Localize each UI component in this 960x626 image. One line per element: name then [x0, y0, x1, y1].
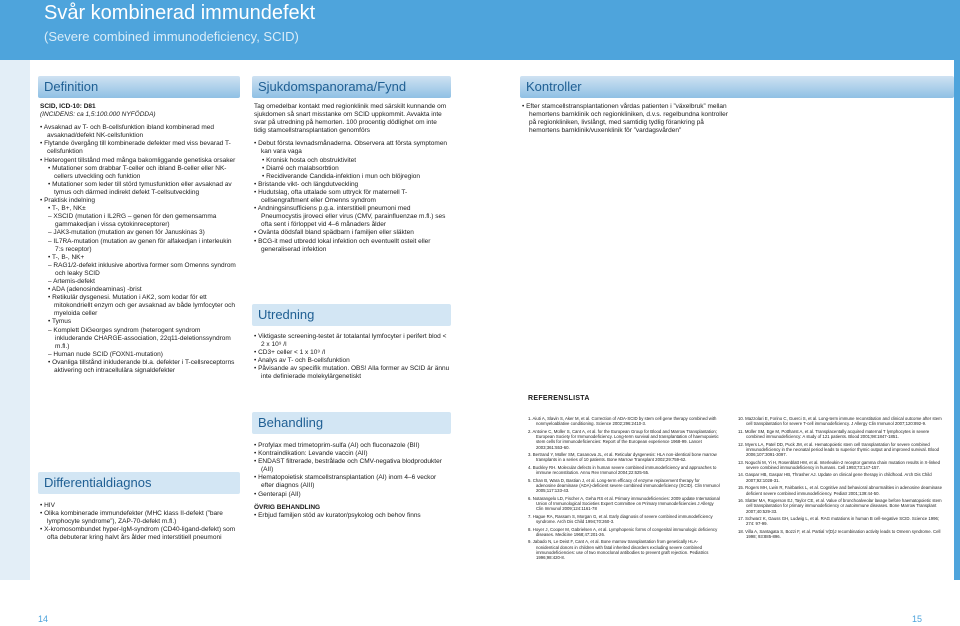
list-item: • Kontraindikation: Levande vaccin (AII): [254, 450, 450, 458]
list-item: • Debut första levnadsmånaderna. Observera att första symptomen kan vara vaga: [254, 140, 450, 156]
section-heading-definition: Definition: [38, 76, 240, 98]
list-item: • Tymus: [40, 318, 238, 326]
reference-item: 6. Notarangelo LD, Fischer A, Geha RS et al. Primary immunodeficiencies: 2009 update International Union of Immunological Societies Expert Committee on Primary Immunodeficiencies J Allergy Clin Immunol 2009;124:1161-78: [528, 495, 720, 512]
reference-item: 14. Gaspar HB, Gaspar HB, Thrasher AJ. Update on clinical gene therapy in childhood. Arch Dis Child 2007;92:1028-31.: [738, 472, 932, 483]
list-item: • X-kromosombundet hyper-IgM-syndrom (CD40-ligand-defekt) som ofta debuterar kring halvt års ålder med interstitiell pneumoni: [40, 526, 238, 542]
list-item: • Efter stamcellstransplantationen vårdas patienten i ”växelbruk” mellan hemortens barnklinik och regionkliniken, d.v.s. regelbundna kontroller på regionkliniken, livslångt, med samtidig tydlig förankring på hemortens barnklinik/vuxenklinik för ”vardagsvården”: [522, 103, 732, 135]
reference-item: 1. Aiuti A, Slavin S, Aker M, et al. Correction of ADA-SCID by stem cell gene therapy combined with nonmyeloablative conditioning. Science 2002;296:2410-3.: [528, 416, 717, 427]
reference-item: 10. Mazzolari E, Forino C, Guerci S, et al. Long-term immune reconstitution and clinical outcome after stem cell transplantation for severe T-cell immunodeficiency. J Allergy Clin Immunol 2007;120:892-9.: [738, 416, 942, 427]
list-item: • CD3+ celler < 1 x 10⁹ /l: [254, 349, 450, 357]
list-item: • Viktigaste screening-testet är totalantal lymfocyter i perifert blod < 2 x 10⁹ /l: [254, 333, 450, 349]
list-item: • Avsaknad av T- och B-cellsfunktion ibland kombinerad med avsaknad/defekt NK-cellsfunktion: [40, 124, 238, 140]
utredning-column: [254, 333, 450, 382]
list-item: • Erbjud familjen stöd av kurator/psykolog och behov finns: [254, 512, 450, 520]
section-heading-differentialdiagnos: Differentialdiagnos: [38, 472, 240, 494]
list-item: • Påvisande av specifik mutation. OBS! Alla former av SCID är ännu inte definierade molekylärgenetiskt: [254, 365, 450, 381]
reference-item: 7. Hague RA, Rassam S, Morgan G, et al. Early diagnosis of severe combined immunodeficiency syndrome. Arch Dis Child 1994;70:260-3.: [528, 513, 713, 525]
section-heading-sjukdomspanorama: Sjukdomspanorama/Fynd: [252, 76, 451, 98]
sjukdom-column: [254, 103, 450, 254]
references-right-column: [738, 416, 948, 542]
list-item: – Komplett DiGeorges syndrom (heterogent syndrom inkluderande CHARGE-association, 22q11-deletionssyndrom m.fl.): [40, 327, 238, 351]
kontroller-column: [522, 103, 732, 135]
definition-column: [40, 103, 238, 375]
reference-item: 11. Müller SM, Ege M, Pottharst A, et al. Transplacentally acquired maternal T lymphocytes in severe combined immunodeficiency: A study of 121 patients. Blood 2001;98:1847-1851.: [738, 428, 930, 440]
list-item: – RAG1/2-defekt inklusive abortiva former som Omenns syndrom och leaky SCID: [40, 262, 238, 278]
reference-item: 13. Noguchi M, Yi H, Rosenblatt HM, et al. Interleukin-2 receptor gamma chain mutation results in X-linked severe combined immunodeficiency in humans. Cell 1993;73:147-157.: [738, 459, 941, 470]
list-item: • Retikulär dysgenesi. Mutation i AK2, som kodar för ett mitokondriellt enzym och ger avsaknad av både lymfocyter och myeloida celler: [40, 294, 238, 318]
reference-item: 18. Villa A, Santagata S, Bozzi F, et al. Partial V(D)J recombination activity leads to Omenn syndrome. Cell 1998; 93:885-896.: [738, 528, 941, 540]
list-item: • Analys av T- och B-cellsfunktion: [254, 357, 450, 365]
differential-column: [40, 502, 238, 542]
behandling-column: [254, 442, 450, 520]
page-number-left: 14: [38, 614, 49, 624]
page-subtitle: (Severe combined immunodeficiency, SCID): [44, 29, 299, 44]
list-item: – Human nude SCID (FOXN1-mutation): [40, 351, 238, 359]
list-item: – XSCID (mutation i IL2RG – genen för den gemensamma gammakedjan i vissa cytokinreceptorer): [40, 213, 238, 229]
section-heading-behandling: Behandling: [252, 412, 451, 434]
list-item: • Hematopoietisk stamcellstransplantation (AI) inom 4–6 veckor efter diagnos (AIII): [254, 474, 450, 490]
list-item: • ENDAST filtrerade, bestrålade och CMV-negativa blodprodukter (AII): [254, 458, 450, 474]
list-item: – Artemis-defekt: [40, 278, 238, 286]
references-title: REFERENSLISTA: [528, 395, 590, 402]
list-item: • T-, B-, NK+: [40, 254, 238, 262]
title-banner: [0, 0, 960, 60]
reference-item: 4. Buckley RH. Molecular defects in human severe combined immunodeficiency and approaches to immune reconstitution. Annu Rev Immunol 2004;22:625-55.: [528, 464, 717, 476]
list-item: • Diarré och malabsorbtion: [254, 165, 450, 173]
reference-item: 2. Antoine C, Müller S, Cant A, et al. for the European Group for Blood and Marrow Transplantation; European Society for Immunodeficiency. Long-term survival and transplantation of haemopoietic stem cells for immunodeficiencies: Report of the European experience 1968-99. Lancet 2003;361:553-60.: [528, 428, 719, 450]
list-item: • T-, B+, NK±: [40, 205, 238, 213]
reference-item: 3. Bertrand Y, Müller SM, Casanova JL, et al. Reticular dysgenesis: HLA non-identical bone marrow transplants in a series of 10 patients. Bone Marrow Transplant 2002;29:759-62.: [528, 452, 717, 463]
reference-item: 12. Myers LA, Patel DD, Puck JM, et al. Hematopoietic stem cell transplantation for severe combined immunodeficiency in the neonatal period leads to superior thymic output and improved survival. Blood 2006;107:3091-3097.: [738, 441, 939, 458]
reference-item: 15. Rogers MH, Lwin R, Fairbanks L, et al. Cognitive and behavioral abnormalities in adenosine deaminase deficient severe combined immunodeficiency. Pediatr 2001;139:44-50.: [738, 485, 942, 496]
page-number-right: 15: [912, 614, 923, 624]
reference-item: 16. Slatter MA, Rogerson EJ, Taylor CE, et al. Value of bronchoalveolar lavage before haematopoietic stem cell transplantation for primary immunodeficiency or autoimmune diseases. Bone Marrow Transplant 2007;40:529-33.: [738, 497, 942, 514]
reference-item: 5. Chan B, Wara D, Bastian J, et al. Long-term efficacy of enzyme replacement therapy for adenosine deaminase (ADA)-deficient severe combined immunodeficiency (SCID). Clin Immunol 2005;117:133-43.: [528, 477, 720, 494]
right-margin-band: [954, 60, 960, 580]
list-item: • Mutationer som leder till störd tymusfunktion eller avsaknad av tymus och därmed indirekt defekt T-cellsutveckling: [40, 181, 238, 197]
list-item: – IL7RA-mutation (mutation av genen för alfakedjan i interleukin 7:s receptor): [40, 238, 238, 254]
list-item: • ADA (adenosindeaminas) -brist: [40, 286, 238, 294]
page-title: Svår kombinerad immundefekt: [44, 2, 316, 24]
list-item: • Kronisk hosta och obstruktivitet: [254, 157, 450, 165]
reference-item: 17. Schwarz K, Gauss GH, Ludwig L, et al. RAG mutations in human B cell-negative SCID. Science 1996; 274: 97-99.: [738, 516, 940, 527]
list-item: • Heterogent tillstånd med många bakomliggande genetiska orsaker: [40, 157, 238, 165]
list-item: • Ovanliga tillstånd inkluderande bl.a. defekter i T-cellsreceptorns aktivering och intracellulära signaldefekter: [40, 359, 238, 375]
incidence: (INCIDENS: ca 1,5:100.000 NYFÖDDA): [40, 111, 156, 119]
reference-item: 9. Jabado N, Le Deist F, Cant A, et al. Bone marrow transplantation from genetically HLA-nonidentical donors in children with fatal inherited disorders excluding severe combined immunodeficiencies: use of two monoclonal antibodies to prevent graft rejection. Pediatrics 1996;98:420-8.: [528, 539, 709, 561]
list-item: • Hudutslag, ofta uttalade som uttryck för maternell T-cellsengraftment eller Omenns syndrom: [254, 189, 450, 205]
icd-code: SCID, ICD-10: D81: [40, 103, 96, 110]
references-left-column: [528, 416, 720, 563]
list-item: • HIV: [40, 502, 238, 510]
section-heading-utredning: Utredning: [252, 304, 451, 326]
left-margin-band: [0, 60, 30, 580]
urgent-intro: Tag omedelbar kontakt med regionklinik med särskilt kunnande om sjukdomen så snart misstanke om SCID uppkommit. Avvakta inte svar på utredning på hemorten. 100 procentig dödlighet om inte tidig stamcellstransplantation genomförs: [254, 103, 447, 135]
reference-item: 8. Hoyer J, Cooper M, Gabrielsen A, et al. Lymphopenic forms of congenital immunologic deficiency diseases. Medicine 1968;47:201-26.: [528, 526, 718, 537]
list-item: • Andningsinsufficiens p.g.a. interstitiell pneumoni med Pneumocystis jiroveci eller virus (CMV, parainfluenzae m.fl.) ses ofta sent i förloppet vid 4–6 månaders ålder: [254, 205, 450, 229]
list-item: • BCG-it med utbredd lokal infektion och eventuellt osteit eller generaliserad infektion: [254, 238, 450, 254]
list-item: • Flytande övergång till kombinerade defekter med viss bevarad T-cellsfunktion: [40, 140, 238, 156]
list-item: • Olika kombinerade immundefekter (MHC klass II-defekt (”bare lymphocyte syndrome”), ZAP-70-defekt m.fl.): [40, 510, 238, 526]
list-item: • Recidiverande Candida-infektion i mun och blöjregion: [254, 173, 450, 181]
list-item: • Genterapi (AII): [254, 491, 450, 499]
section-heading-kontroller: Kontroller: [520, 76, 954, 98]
list-item: • Mutationer som drabbar T-celler och ibland B-celler eller NK-cellers utveckling och funktion: [40, 165, 238, 181]
list-item: • Profylax med trimetoprim-sulfa (AI) och fluconazole (BII): [254, 442, 450, 450]
list-item: • Ovänta dödsfall bland spädbarn i familjen eller släkten: [254, 229, 450, 237]
list-item: • Praktisk indelning: [40, 197, 238, 205]
list-item: • Bristande vikt- och längdutveckling: [254, 181, 450, 189]
list-item: – JAK3-mutation (mutation av genen för Januskinas 3): [40, 229, 238, 237]
ovrig-behandling-title: ÖVRIG BEHANDLING: [254, 503, 321, 511]
